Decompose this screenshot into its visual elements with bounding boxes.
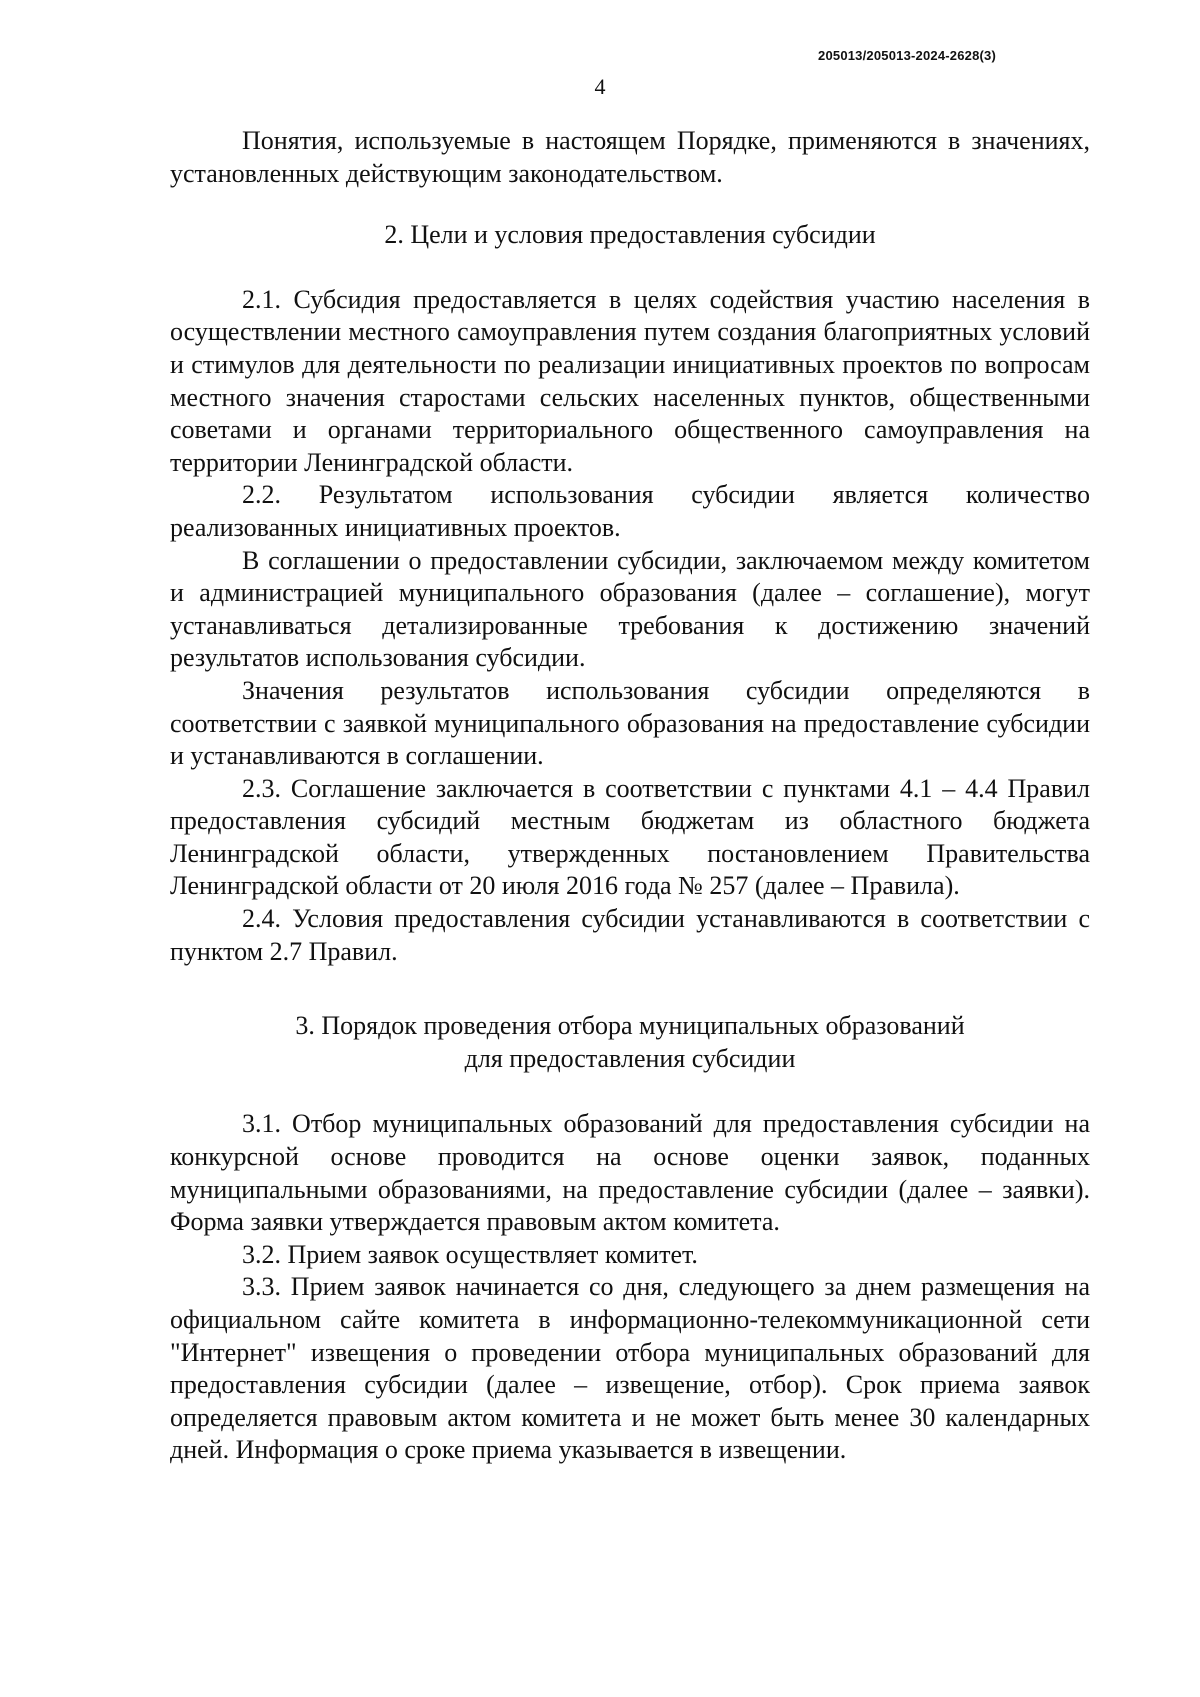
document-body xyxy=(170,125,1090,1467)
section-2-heading: 2. Цели и условия предоставления субсидии xyxy=(384,220,876,250)
paragraph-2-3: 2.3. Соглашение заключается в соответствии с пунктами 4.1 – 4.4 Правил предоставления субсидий местным бюджетам из областного бюджета Ленинградской области, утвержденных постановлением Правительства Ленинградской области от 20 июля 2016 года № 257 (далее – Правила). xyxy=(170,773,1090,901)
section-3-body xyxy=(170,1108,1090,1467)
document-id: 205013/205013-2024-2628(3) xyxy=(818,48,996,63)
paragraph-3-3: 3.3. Прием заявок начинается со дня, следующего за днем размещения на официальном сайте комитета в информационно-телекоммуникационной сети "Интернет" извещения о проведении отбора муниципальных образований для предоставления субсидии (далее – извещение, отбор). Срок приема заявок определяется правовым актом комитета и не может быть менее 30 календарных дней. Информация о сроке приема указывается в извещении. xyxy=(170,1272,1090,1465)
paragraph-2-2: 2.2. Результатом использования субсидии является количество реализованных инициативных проектов. xyxy=(170,480,1090,542)
paragraph-2-2-agreement: В соглашении о предоставлении субсидии, заключаемом между комитетом и администрацией муниципального образования (далее – соглашение), могут устанавливаться детализированные требования к достижению значений результатов использования субсидии. xyxy=(170,545,1090,673)
section-3-heading-line-2: для предоставления субсидии xyxy=(464,1043,796,1073)
paragraph-2-2-values: Значения результатов использования субсидии определяются в соответствии с заявкой муниципального образования на предоставление субсидии и устанавливаются в соглашении. xyxy=(170,675,1090,771)
page-number: 4 xyxy=(594,74,606,99)
section-2-body xyxy=(170,284,1090,968)
paragraph-2-1: 2.1. Субсидия предоставляется в целях содействия участию населения в осуществлении местного самоуправления путем создания благоприятных условий и стимулов для деятельности по реализации инициативных проектов по вопросам местного значения старостами сельских населенных пунктов, общественными советами и органами территориального общественного самоуправления на территории Ленинградской области. xyxy=(170,284,1090,477)
paragraph-3-1: 3.1. Отбор муниципальных образований для предоставления субсидии на конкурсной основе проводится на основе оценки заявок, поданных муниципальными образованиями, на предоставление субсидии (далее – заявки). Форма заявки утверждается правовым актом комитета. xyxy=(170,1109,1090,1237)
intro-paragraph: Понятия, используемые в настоящем Порядке, применяются в значениях, установленных действующим законодательством. xyxy=(170,126,1090,188)
section-3-heading-line-1: 3. Порядок проведения отбора муниципальных образований xyxy=(295,1011,965,1041)
section-3-heading xyxy=(170,1010,1090,1075)
paragraph-2-4: 2.4. Условия предоставления субсидии устанавливаются в соответствии с пунктом 2.7 Правил. xyxy=(170,904,1090,966)
paragraph-3-2: 3.2. Прием заявок осуществляет комитет. xyxy=(242,1239,698,1269)
